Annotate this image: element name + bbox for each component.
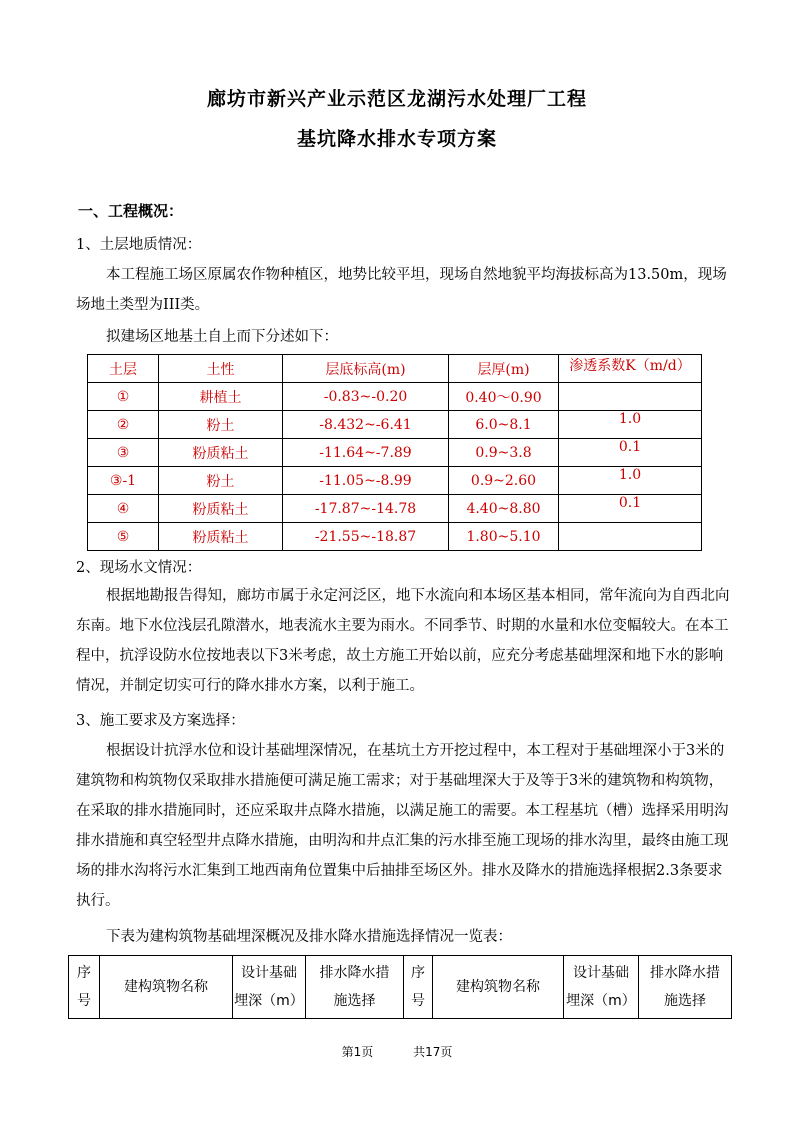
header-text: 施选择 bbox=[333, 993, 376, 1009]
table-cell: 粉土 bbox=[159, 411, 283, 439]
page-total: 共17页 bbox=[413, 1045, 453, 1059]
building-measures-table bbox=[68, 955, 732, 1019]
table-cell: ③-1 bbox=[88, 467, 159, 495]
header-text: 排水降水措 bbox=[319, 965, 390, 981]
table-cell: ② bbox=[88, 411, 159, 439]
subsection-heading-requirements: 3、施工要求及方案选择： bbox=[76, 713, 245, 729]
paragraph-soil: 本工程施工场区原属农作物种植区，地势比较平坦，现场自然地貌平均海拔标高为13.50m，现场场地土类型为III类。 bbox=[76, 267, 727, 313]
table-header-row bbox=[69, 956, 732, 1019]
header-text: 埋深（m） bbox=[234, 993, 304, 1009]
header-text: 设计基础 bbox=[573, 965, 629, 981]
document-title: 廊坊市新兴产业示范区龙湖污水处理厂工程 bbox=[206, 88, 587, 110]
table-cell: 0.9~2.60 bbox=[449, 467, 559, 495]
header-cell-measure bbox=[306, 956, 404, 1019]
header-text: 排水降水措 bbox=[650, 965, 720, 981]
table-cell: 6.0~8.1 bbox=[449, 411, 559, 439]
table-cell: 粉质粘土 bbox=[159, 439, 283, 467]
table-row bbox=[88, 411, 702, 439]
header-cell: 层底标高(m) bbox=[283, 355, 449, 383]
header-cell: 层厚(m) bbox=[449, 355, 559, 383]
table-cell: 粉质粘土 bbox=[159, 495, 283, 523]
table-cell: 0.40～0.90 bbox=[449, 383, 559, 411]
table-row bbox=[88, 439, 702, 467]
table-cell: -17.87~-14.78 bbox=[283, 495, 449, 523]
soil-intro: 拟建场区地基土自上而下分述如下： bbox=[106, 329, 338, 345]
header-cell: 土层 bbox=[88, 355, 159, 383]
table-cell: 0.1 bbox=[559, 495, 702, 523]
table-row bbox=[88, 383, 702, 411]
header-cell-no bbox=[404, 956, 433, 1019]
paragraph-requirements: 根据设计抗浮水位和设计基础埋深情况，在基坑土方开挖过程中，本工程对于基础埋深小于3米的建筑物和构筑物仅采取排水措施便可满足施工需求；对于基础埋深大于及等于3米的建筑物和构筑物，在采取的排水措施同时，还应采取井点降水措施，以满足施工的需要。本工程基坑（槽）选择采用明沟排水措施和真空轻型井点降水措施，由明沟和井点汇集的污水排至施工现场的排水沟里，最终由施工现场的排水沟将污水汇集到工地西南角位置集中后抽排至场区外。排水及降水的措施选择根据2.3条要求执行。 bbox=[76, 743, 729, 909]
table-cell: ⑤ bbox=[88, 523, 159, 551]
page-footer bbox=[0, 1043, 794, 1060]
document-subtitle: 基坑降水排水专项方案 bbox=[296, 128, 497, 150]
page-number: 第1页 bbox=[341, 1045, 374, 1059]
table-cell: 0.1 bbox=[559, 439, 702, 467]
header-cell-depth bbox=[233, 956, 306, 1019]
table-cell: -11.05~-8.99 bbox=[283, 467, 449, 495]
header-text: 号 bbox=[411, 993, 425, 1009]
subsection-heading-hydrology: 2、现场水文情况： bbox=[76, 560, 202, 576]
table-cell: 1.80~5.10 bbox=[449, 523, 559, 551]
subsection-heading-soil: 1、土层地质情况： bbox=[76, 237, 202, 253]
header-text: 号 bbox=[77, 993, 91, 1009]
header-text: 埋深（m） bbox=[566, 993, 636, 1009]
table-cell bbox=[559, 523, 702, 551]
header-text: 设计基础 bbox=[241, 965, 297, 981]
table-cell: -0.83~-0.20 bbox=[283, 383, 449, 411]
header-cell-name: 建构筑物名称 bbox=[100, 956, 233, 1019]
header-cell-no bbox=[69, 956, 100, 1019]
table-row bbox=[88, 495, 702, 523]
table-cell: ① bbox=[88, 383, 159, 411]
table-header-row bbox=[88, 355, 702, 383]
table-cell: 粉质粘土 bbox=[159, 523, 283, 551]
table-cell: ④ bbox=[88, 495, 159, 523]
table-cell: -21.55~-18.87 bbox=[283, 523, 449, 551]
section-heading-overview: 一、工程概况： bbox=[78, 202, 184, 220]
header-text: 序 bbox=[411, 965, 425, 981]
header-cell: 渗透系数K（m/d） bbox=[559, 355, 702, 383]
header-cell-depth bbox=[564, 956, 639, 1019]
header-text: 施选择 bbox=[664, 993, 706, 1009]
table-cell: 耕植土 bbox=[159, 383, 283, 411]
table-cell: 1.0 bbox=[559, 411, 702, 439]
paragraph-hydrology: 根据地勘报告得知，廊坊市属于永定河泛区，地下水流向和本场区基本相同，常年流向为自西北向东南。地下水位浅层孔隙潜水，地表流水主要为雨水。不同季节、时期的水量和水位变幅较大。在本工程中，抗浮设防水位按地表以下3米考虑，故土方施工开始以前，应充分考虑基础埋深和地下水的影响情况，并制定切实可行的降水排水方案，以利于施工。 bbox=[76, 588, 730, 694]
header-cell: 土性 bbox=[159, 355, 283, 383]
table-cell: -8.432~-6.41 bbox=[283, 411, 449, 439]
header-cell-name: 建构筑物名称 bbox=[433, 956, 564, 1019]
table-cell: 1.0 bbox=[559, 467, 702, 495]
table-cell: 0.9~3.8 bbox=[449, 439, 559, 467]
table-row bbox=[88, 467, 702, 495]
soil-layer-table bbox=[87, 354, 702, 551]
table-row bbox=[88, 523, 702, 551]
table-cell: -11.64~-7.89 bbox=[283, 439, 449, 467]
table-cell: ③ bbox=[88, 439, 159, 467]
header-cell-measure bbox=[639, 956, 732, 1019]
table-cell: 4.40~8.80 bbox=[449, 495, 559, 523]
header-text: 序 bbox=[77, 965, 91, 981]
table-cell bbox=[559, 383, 702, 411]
building-table-intro: 下表为建构筑物基础埋深概况及排水降水措施选择情况一览表： bbox=[106, 929, 512, 945]
table-cell: 粉土 bbox=[159, 467, 283, 495]
